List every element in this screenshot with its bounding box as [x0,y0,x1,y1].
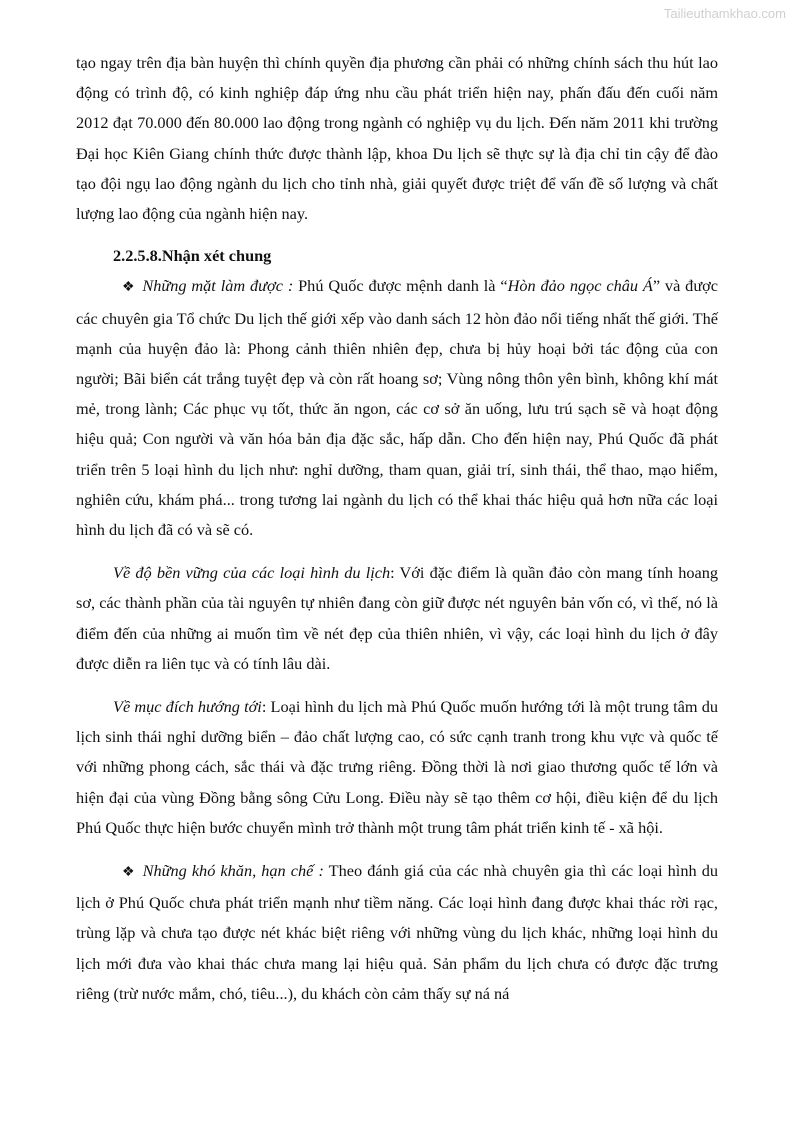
watermark-text: Tailieuthamkhao.com [663,6,786,21]
achievements-text-a: Phú Quốc được mệnh danh là “ [293,276,508,296]
diamond-bullet-icon: ❖ [122,865,136,881]
goals-text: : Loại hình du lịch mà Phú Quốc muốn hướng tới là một trung tâm du lịch sinh thái nghỉ dưỡng biển – đảo chất lượng cao, có sức cạnh tranh trong khu vực và quốc tế với những phong cách, sắc thái và đặc trưng riêng. Đồng thời là nơi giao thương quốc tế lớn và hiện đại của vùng Đồng bằng sông Cửu Long. Điều này sẽ tạo thêm cơ hội, điều kiện để du lịch Phú Quốc thực hiện bước chuyển mình trở thành một trung tâm phát triển kinh tế - xã hội. [76,697,718,837]
paragraph-limitations [76,856,718,1009]
goals-label: Về mục đích hướng tới [113,697,262,717]
achievements-label: Những mặt làm được : [142,276,294,296]
paragraph-achievements [76,271,718,545]
achievements-quote: Hòn đảo ngọc châu Á [507,276,653,296]
achievements-text-b: ” và được các chuyên gia Tổ chức Du lịch thế giới xếp vào danh sách 12 hòn đảo nổi tiếng nhất thế giới. Thế mạnh của huyện đảo là: Phong cảnh thiên nhiên đẹp, chưa bị hủy hoại bởi tác động của con người; Bãi biển cát trắng tuyệt đẹp và còn rất hoang sơ; Vùng nông thôn yên bình, không khí mát mẻ, trong lành; Các phục vụ tốt, thức ăn ngon, các cơ sở ăn uống, lưu trú sạch sẽ và hoạt động hiệu quả; Con người và văn hóa bản địa đặc sắc, hấp dẫn. Cho đến hiện nay, Phú Quốc đã phát triển trên 5 loại hình du lịch như: nghỉ dưỡng, tham quan, giải trí, sinh thái, thể thao, mạo hiểm, nghiên cứu, khám phá... trong tương lai ngành du lịch có thể khai thác hiệu quả hơn nữa các loại hình du lịch đã có và sẽ có. [76,276,718,540]
paragraph-goals [76,692,718,843]
diamond-bullet-icon: ❖ [122,280,136,296]
limitations-text: Theo đánh giá của các nhà chuyên gia thì các loại hình du lịch ở Phú Quốc chưa phát triển mạnh như tiềm năng. Các loại hình đang được khai thác rời rạc, trùng lặp và chưa tạo được nét khác biệt riêng với những vùng du lịch khác, những loại hình du lịch mới đưa vào khai thác chưa mang lại hiệu quả. Sản phẩm du lịch chưa có được đặc trưng riêng (trừ nước mắm, chó, tiêu...), du khách còn cảm thấy sự ná ná [76,861,718,1003]
document-page [76,48,718,1009]
section-heading: 2.2.5.8.Nhận xét chung [113,246,272,266]
paragraph-continuation: tạo ngay trên địa bàn huyện thì chính quyền địa phương cần phải có những chính sách thu hút lao động có trình độ, có kinh nghiệp đáp ứng nhu cầu phát triển hiện nay, phấn đấu đến cuối năm 2012 đạt 70.000 đến 80.000 lao động trong ngành có nghiệp vụ du lịch. Đến năm 2011 khi trường Đại học Kiên Giang chính thức được thành lập, khoa Du lịch sẽ thực sự là địa chỉ tin cậy để đào tạo đội ngụ lao động ngành du lịch cho tỉnh nhà, giải quyết được triệt để vấn đề số lượng và chất lượng lao động của ngành hiện nay. [76,53,718,224]
sustainability-label: Về độ bền vững của các loại hình du lịch [113,563,391,583]
limitations-label: Những khó khăn, hạn chế : [142,861,324,881]
sustainability-text: : Với đặc điểm là quần đảo còn mang tính hoang sơ, các thành phần của tài nguyên tự nhiên đang còn giữ được nét nguyên bản vốn có, vì thế, nó là điểm đến của những ai muốn tìm về nét đẹp của thiên nhiên, vì vậy, các loại hình du lịch ở đây được diễn ra liên tục và có tính lâu dài. [76,563,718,673]
paragraph-sustainability [76,558,718,679]
